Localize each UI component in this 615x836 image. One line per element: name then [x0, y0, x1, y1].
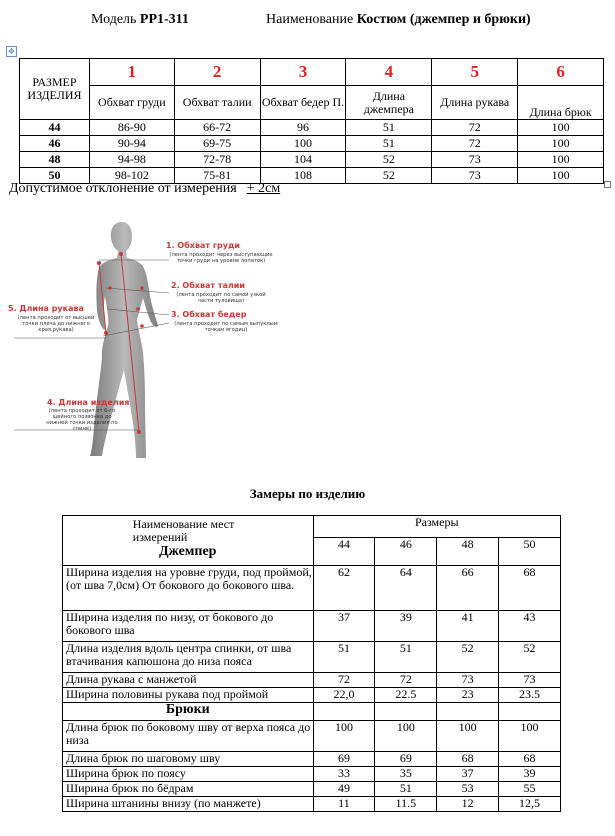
table-row — [20, 152, 604, 168]
value-cell: 75-81 — [174, 168, 260, 184]
figure-note-waist: (лента проходит по самой узкой части туловища) — [176, 292, 266, 304]
empty-cell — [375, 703, 437, 721]
size-cell: 50 — [20, 168, 90, 184]
table-row — [20, 120, 604, 136]
tolerance-text: Допустимое отклонение от измерения — [9, 181, 237, 196]
empty-cell — [437, 703, 499, 721]
tolerance-note — [9, 181, 280, 197]
measurement-value: 72 — [313, 673, 375, 688]
measurement-value: 51 — [313, 642, 375, 673]
measurement-name-header-label: Наименование мест измерений — [132, 517, 235, 544]
value-cell: 72-78 — [174, 152, 260, 168]
value-cell: 52 — [346, 152, 432, 168]
table-resize-handle[interactable] — [604, 181, 611, 188]
value-cell: 100 — [260, 136, 346, 152]
value-cell: 98-102 — [89, 168, 174, 184]
figure-note-length: (лента проходит от 6-го шейного позвонка до нижней точки изделия по спине) — [46, 408, 118, 432]
table-row — [63, 782, 561, 797]
value-cell: 66-72 — [174, 120, 260, 136]
measurement-value: 43 — [499, 611, 561, 642]
column-number: 6 — [518, 59, 604, 86]
measurement-value: 12 — [437, 797, 499, 812]
value-cell: 100 — [518, 168, 604, 184]
measurement-label: Ширина брюк по поясу — [63, 767, 314, 782]
column-number: 5 — [432, 59, 518, 86]
measurement-value: 11 — [313, 797, 375, 812]
measurement-label: Ширина изделия по низу, от бокового до бокового шва — [63, 611, 314, 642]
table-row — [63, 642, 561, 673]
model-line — [91, 12, 189, 28]
table-row — [63, 721, 561, 752]
table-move-handle-icon[interactable]: ✥ — [6, 46, 17, 57]
measurement-value: 72 — [375, 673, 437, 688]
figure-note-chest: (лента проходит через выступающие точки груди на уровне лопаток) — [169, 252, 273, 264]
value-cell: 72 — [432, 120, 518, 136]
measurement-value: 100 — [313, 721, 375, 752]
measurement-value: 64 — [375, 566, 437, 611]
measurement-value: 12,5 — [499, 797, 561, 812]
measurement-value: 69 — [375, 752, 437, 767]
model-label: Модель — [91, 12, 137, 27]
measurement-label: Длина рукава с манжетой — [63, 673, 314, 688]
measurement-value: 62 — [313, 566, 375, 611]
figure-label-length: 4. Длина изделия — [47, 398, 130, 407]
measurement-label: Длина брюк по шаговому шву — [63, 752, 314, 767]
column-header: Обхват талии — [174, 86, 260, 120]
measurements-title: Замеры по изделию — [249, 486, 366, 501]
table-row — [20, 136, 604, 152]
value-cell: 69-75 — [174, 136, 260, 152]
measurement-value: 37 — [313, 611, 375, 642]
figure-label-sleeve: 5. Длина рукава — [8, 304, 84, 313]
document-header — [0, 12, 615, 32]
value-cell: 100 — [518, 120, 604, 136]
table-row — [63, 797, 561, 812]
figure-label-hips: 3. Обхват бедер — [171, 310, 247, 319]
measurement-value: 100 — [437, 721, 499, 752]
column-header: Длина джемпера — [346, 86, 432, 120]
table-row — [63, 703, 561, 721]
size-header-cell: 44 — [313, 538, 375, 566]
measurement-label: Длина изделия вдоль центра спинки, от шва втачивания капюшона до низа пояса — [63, 642, 314, 673]
measurement-value: 66 — [437, 566, 499, 611]
measurement-value: 100 — [499, 721, 561, 752]
value-cell: 86-90 — [89, 120, 174, 136]
measurement-value: 68 — [499, 566, 561, 611]
measurement-value: 68 — [437, 752, 499, 767]
name-label: Наименование — [266, 12, 354, 27]
value-cell: 100 — [518, 152, 604, 168]
measurement-value: 33 — [313, 767, 375, 782]
value-cell: 100 — [518, 136, 604, 152]
section-pants-title: Брюки — [63, 703, 314, 721]
figure-note-hips: (лента проходит по самым выпуклым точкам ягодиц) — [174, 321, 278, 333]
figure-note-sleeve: (лента проходит от высшей точки плеча до нижнего края рукава) — [17, 315, 95, 333]
table-row — [63, 767, 561, 782]
value-cell: 96 — [260, 120, 346, 136]
tolerance-value: + 2см — [246, 181, 281, 196]
value-cell: 72 — [432, 136, 518, 152]
size-header-cell: 50 — [499, 538, 561, 566]
measurement-value: 22.5 — [375, 688, 437, 703]
name-value: Костюм (джемпер и брюки) — [356, 12, 531, 27]
measurement-label: Ширина брюк по бёдрам — [63, 782, 314, 797]
table-row — [63, 673, 561, 688]
measurement-value: 23.5 — [499, 688, 561, 703]
measurement-label: Ширина изделия на уровне груди, под проймой, (от шва 7,0см) От бокового до бокового шва. — [63, 566, 314, 611]
size-cell: 46 — [20, 136, 90, 152]
measurement-value: 73 — [499, 673, 561, 688]
measurement-label: Ширина штанины внизу (по манжете) — [63, 797, 314, 812]
column-header: Длина брюк — [518, 86, 604, 120]
table-row — [63, 752, 561, 767]
measurement-value: 68 — [499, 752, 561, 767]
size-cell: 44 — [20, 120, 90, 136]
column-header: Обхват бедер П. — [260, 86, 346, 120]
section-jumper-title: Джемпер — [159, 544, 217, 559]
measurement-value: 22,0 — [313, 688, 375, 703]
name-line — [266, 12, 531, 28]
column-number: 4 — [346, 59, 432, 86]
value-cell: 104 — [260, 152, 346, 168]
measurement-value: 51 — [375, 642, 437, 673]
size-table — [19, 58, 604, 184]
value-cell: 51 — [346, 120, 432, 136]
measurement-value: 49 — [313, 782, 375, 797]
empty-cell — [313, 703, 375, 721]
column-number: 2 — [174, 59, 260, 86]
value-cell: 73 — [432, 152, 518, 168]
value-cell: 73 — [432, 168, 518, 184]
column-number: 1 — [89, 59, 174, 86]
size-header-cell: 46 — [375, 538, 437, 566]
measurement-figure — [8, 218, 284, 463]
measurement-value: 35 — [375, 767, 437, 782]
figure-label-chest: 1. Обхват груди — [166, 241, 241, 250]
measurement-value: 39 — [499, 767, 561, 782]
size-header-cell: 48 — [437, 538, 499, 566]
measurement-value: 69 — [313, 752, 375, 767]
column-header: Обхват груди — [89, 86, 174, 120]
model-value: РР1-311 — [139, 12, 189, 27]
measurement-value: 52 — [499, 642, 561, 673]
value-cell: 108 — [260, 168, 346, 184]
value-cell: 94-98 — [89, 152, 174, 168]
table-row — [63, 611, 561, 642]
size-row-header: РАЗМЕР ИЗДЕЛИЯ — [20, 59, 90, 120]
figure-label-waist: 2. Обхват талии — [171, 281, 245, 290]
measurement-value: 37 — [437, 767, 499, 782]
measurement-value: 52 — [437, 642, 499, 673]
measurement-value: 23 — [437, 688, 499, 703]
measurement-value: 51 — [375, 782, 437, 797]
measurement-value: 41 — [437, 611, 499, 642]
column-header: Длина рукава — [432, 86, 518, 120]
size-cell: 48 — [20, 152, 90, 168]
measurement-value: 55 — [499, 782, 561, 797]
measurement-value: 39 — [375, 611, 437, 642]
value-cell: 52 — [346, 168, 432, 184]
measurement-label: Ширина половины рукава под проймой — [63, 688, 314, 703]
measurement-value: 73 — [437, 673, 499, 688]
value-cell: 90-94 — [89, 136, 174, 152]
value-cell: 51 — [346, 136, 432, 152]
measurement-value: 11.5 — [375, 797, 437, 812]
sizes-header: Размеры — [313, 516, 560, 538]
table-row — [63, 688, 561, 703]
measurements-table — [62, 515, 561, 812]
measurement-value: 53 — [437, 782, 499, 797]
measurement-label: Длина брюк по боковому шву от верха пояса до низа — [63, 721, 314, 752]
empty-cell — [499, 703, 561, 721]
measurement-name-header — [63, 516, 314, 566]
table-row — [63, 566, 561, 611]
measurement-value: 100 — [375, 721, 437, 752]
column-number: 3 — [260, 59, 346, 86]
